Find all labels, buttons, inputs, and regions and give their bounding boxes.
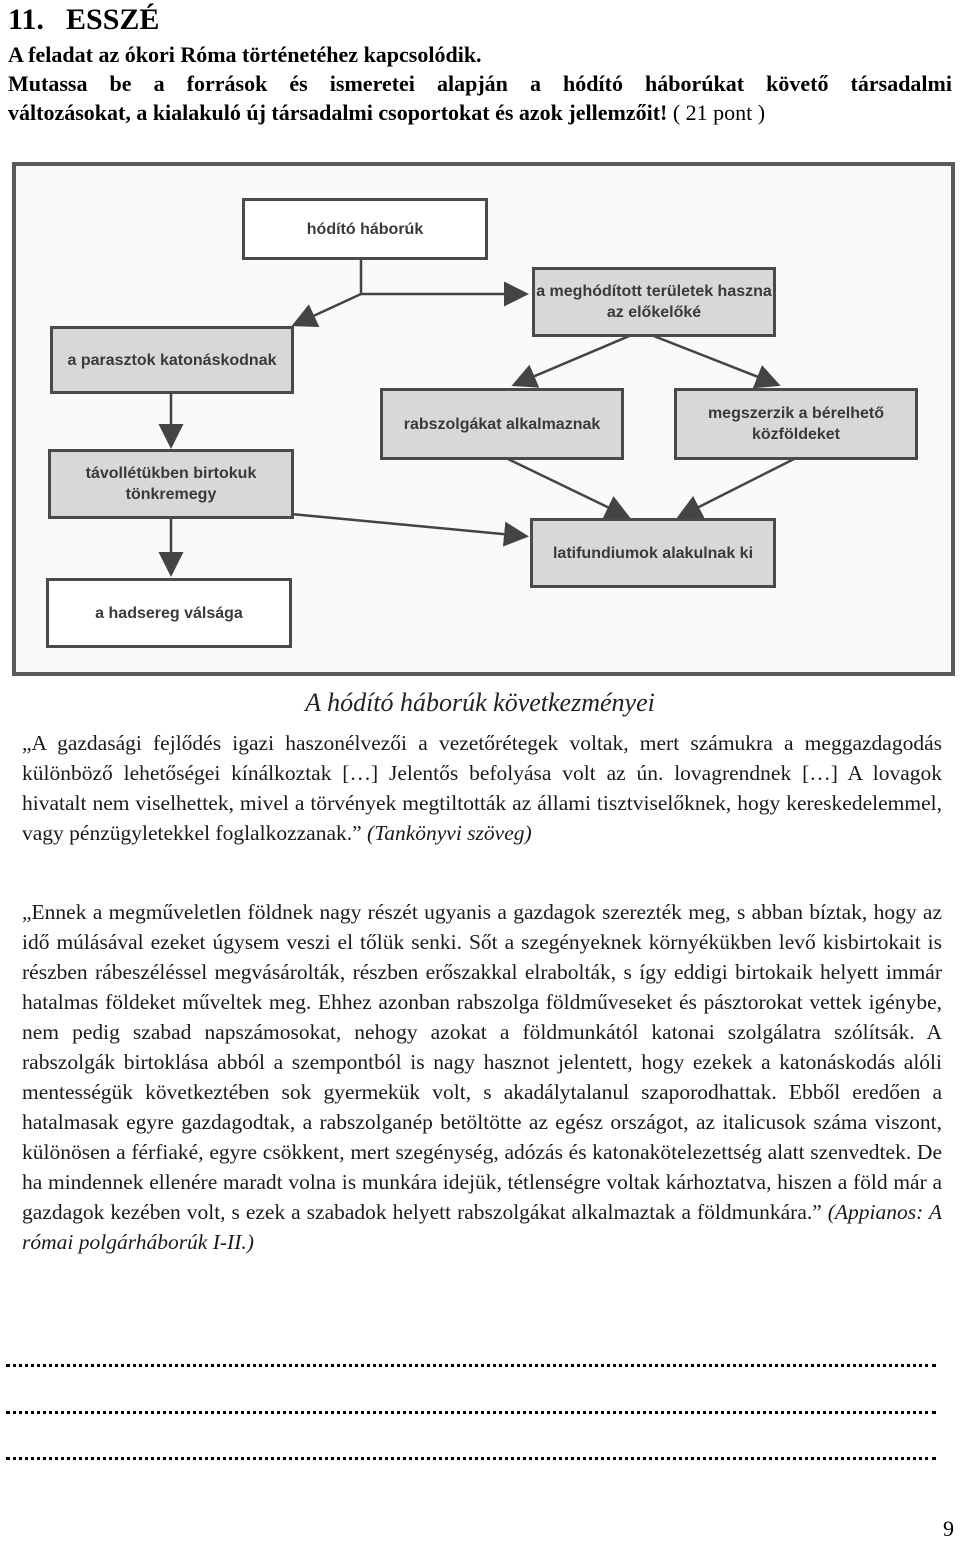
box-conquest-wars: hódító háborúk xyxy=(242,198,488,260)
task-line-1: A feladat az ókori Róma történetéhez kapcsolódik. xyxy=(8,42,482,67)
source-quote-1 xyxy=(22,728,942,848)
arrow-land-latifundia xyxy=(681,458,796,516)
quote-2-text: „Ennek a megműveletlen földnek nagy részét ugyanis a gazdagok szerezték meg, s abban bíztak, hogy az idő múlásával ezeket úgysem veszi el tőlük senki. Sőt a szegényeknek környékükben levő kisbirtokait is részben rábeszéléssel megvásárolták, részben erőszakkal elrabolták, s így eddigi birtokaik helyett immár hatalmas földeket műveltek meg. Ehhez azonban rabszolga földműveseket és pásztorokat vettek igénybe, nem pedig szabad napszámosokat, nehogy azokat a földmunkától katonai szolgálatra szólítsák. A rabszolgák birtoklása abból a szempontból is nagy hasznot jelentett, hogy ezekek a katonáskodás alóli mentességük következtében sok gyermekük volt, s akadálytalanul szaporodhattak. Ebből eredően a hatalmasak egyre gazdagodtak, a rabszolganép betöltötte az egész országot, az italicusok száma viszont, különösen a férfiaké, egyre csökkent, mert szegénység, adózás és katonakötelezettség alatt szenvedtek. De ha mindennek ellenére maradt volna is munkára idejük, tétlenségre voltak kárhoztatva, hiszen a föld már a gazdagok kezében volt, s ezek a szabadok helyett rabszolgákat alkalmaztak a földmunkára.” xyxy=(22,900,942,1224)
task-line-3-text: változásokat, a kialakuló új társadalmi csoportokat és azok jellemzőit! xyxy=(8,100,668,125)
box-latifundia: latifundiumok alakulnak ki xyxy=(530,518,776,588)
answer-line-2[interactable] xyxy=(6,1411,936,1414)
arrow-wars-peasants xyxy=(296,294,361,324)
quote-1-text: „A gazdasági fejlődés igazi haszonélvezői a vezetőrétegek voltak, mert számukra a meggazdagodás különböző lehetőségei kínálkoztak […] Jelentős befolyása volt az ún. lovagrendnek […] A lovagok hivatalt nem viselhettek, mivel a törvények megtiltották az állami tisztviselőknek, hogy kereskedelemmel, vagy pénzügyletekkel foglalkozzanak.” xyxy=(22,731,942,845)
answer-line-3[interactable] xyxy=(6,1457,936,1460)
task-number: 11. xyxy=(8,3,44,36)
task-instructions xyxy=(8,40,952,127)
task-line-2: Mutassa be a források és ismeretei alapján a hódító háborúkat követő társadalmi xyxy=(8,71,952,96)
box-slaves-employed: rabszolgákat alkalmaznak xyxy=(380,388,624,460)
box-peasants-soldiers: a parasztok katonáskodnak xyxy=(50,326,294,394)
box-estates-ruined: távollétükben birtokuk tönkremegy xyxy=(48,449,294,519)
quote-2-source: (Appianos: A római polgárháborúk I-II.) xyxy=(22,1200,942,1254)
task-title: ESSZÉ xyxy=(66,3,160,36)
source-quote-2 xyxy=(22,897,942,1257)
answer-line-1[interactable] xyxy=(6,1364,936,1367)
essay-heading xyxy=(8,2,159,38)
box-benefit-elite: a meghódított területek haszna az előkelőké xyxy=(532,267,776,337)
arrow-benefit-slaves xyxy=(516,331,641,384)
consequences-diagram xyxy=(12,162,955,676)
task-points: ( 21 pont ) xyxy=(667,100,766,125)
quote-1-source: (Tankönyvi szöveg) xyxy=(367,821,532,845)
diagram-caption: A hódító háborúk következményei xyxy=(305,688,655,717)
page-number: 9 xyxy=(943,1516,954,1541)
arrow-benefit-land xyxy=(641,331,776,384)
arrow-estates-latifundia xyxy=(291,514,524,536)
box-army-crisis: a hadsereg válsága xyxy=(46,578,292,648)
arrow-slaves-latifundia xyxy=(506,458,626,516)
task-line-3 xyxy=(8,98,952,127)
box-public-land: megszerzik a bérelhető közföldeket xyxy=(674,388,918,460)
